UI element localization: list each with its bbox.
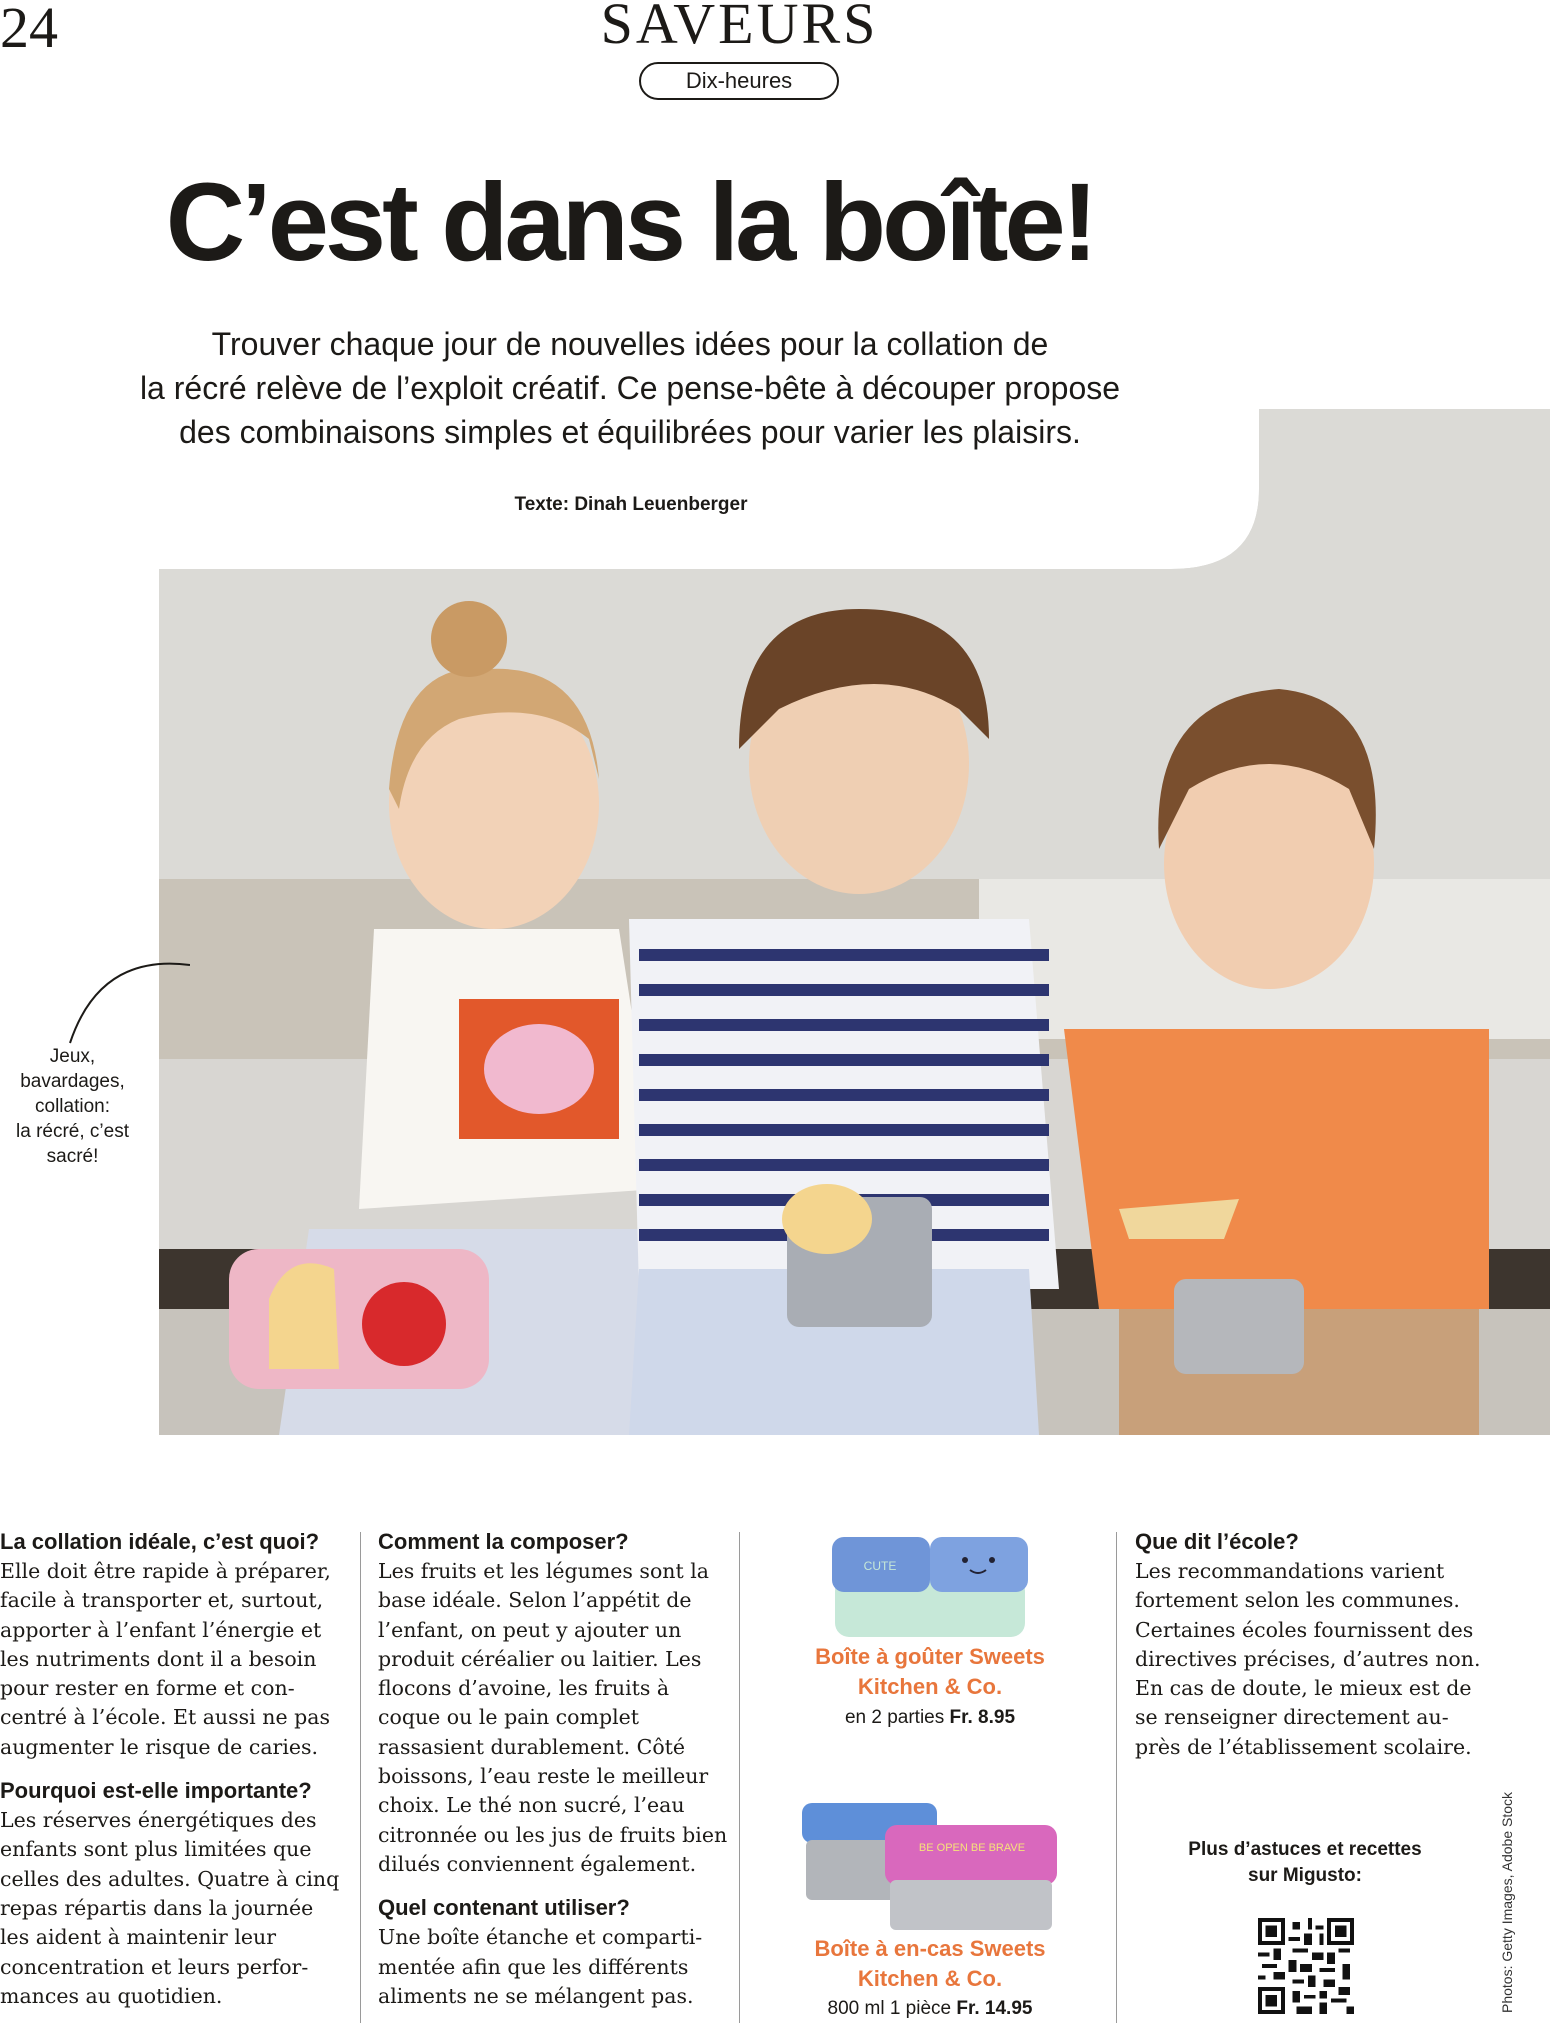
answer-text: Les recommandations varient fortement selon les communes. Certaines écoles fournissent des directives précises, d’autres non. En cas de doute, le mieux est de se renseigner directement au- près de l’établissement scolaire. [1135,1559,1481,1759]
page-number: 24 [0,0,58,60]
product-price: Fr. 8.95 [949,1707,1016,1728]
headline: C’est dans la boîte! [165,161,1095,284]
photo-caption [0,1044,145,1169]
box-label: CUTE [863,1559,897,1573]
column-1 [0,1527,345,2011]
byline: Texte: Dinah Leuenberger [514,494,748,515]
callout-pointer [60,958,190,1048]
product-detail: en 2 parties [844,1707,945,1728]
column-2 [378,1527,738,2011]
category-badge: Dix-heures [639,62,839,100]
column-divider [360,1532,361,2023]
question-heading: La collation idéale, c’est quoi? [0,1529,320,1554]
caption-line: Jeux, [49,1046,96,1067]
caption-line: la récré, c’est [16,1121,129,1142]
answer-text: Les réserves énergétiques des enfants sont plus limitées que celles des adultes. Quatre à cinq repas répartis dans la journée les aident à maintenir leur concentration et leurs perfor- mances au quotidien. [0,1808,340,2008]
product-info [780,1707,1080,1729]
lead-line: la récré relève de l’exploit créatif. Ce pense-bête à découper propose [139,370,1121,406]
box-label: BE OPEN BE BRAVE [918,1842,1026,1854]
product-detail: 800 ml 1 pièce [827,1998,952,2019]
product-2-image [800,1795,1060,1935]
question-heading: Quel contenant utiliser? [378,1895,630,1921]
lead-line: Trouver chaque jour de nouvelles idées pour la collation de [211,326,1049,362]
section-title: SAVEURS [600,0,879,56]
lead-line: des combinaisons simples et équilibrées pour varier les plaisirs. [179,414,1081,450]
column-4 [1135,1527,1495,1762]
photo-credit: Photos: Getty Images, Adobe Stock [1499,1791,1515,2013]
product-info [780,1998,1080,2020]
caption-line: bavardages, [20,1071,125,1092]
answer-text: Elle doit être rapide à préparer, facile à transporter et, surtout, apporter à l’enfant l’énergie et les nutriments dont il a besoin pour rester en forme et con- centré à l’école. Et aussi ne pas augmenter le risque de caries. [0,1559,331,1759]
caption-line: sacré! [46,1146,99,1167]
product-price: Fr. 14.95 [956,1998,1033,2019]
migusto-promo: Plus d’astuces et recettes sur Migusto: [1188,1839,1422,1886]
product-name: Boîte à goûter Sweets Kitchen & Co. [815,1644,1045,1699]
qr-code-icon[interactable] [1258,1918,1354,2014]
answer-text: Une boîte étanche et comparti- mentée afin que les différents aliments ne se mélangent pas. [378,1925,703,2008]
column-divider [1116,1532,1117,2023]
product-name: Boîte à en-cas Sweets Kitchen & Co. [814,1936,1046,1991]
question-heading: Pourquoi est-elle importante? [0,1778,312,1804]
product-1-image [830,1532,1030,1642]
question-heading: Comment la composer? [378,1529,629,1554]
hero-photo [159,409,1550,1435]
caption-line: collation: [35,1096,110,1117]
column-divider [739,1532,740,2023]
answer-text: Les fruits et les légumes sont la base idéale. Selon l’appétit de l’enfant, on peut y ajouter un produit céréalier ou laitier. Les flocons d’avoine, les fruits à coque ou le pain complet rassasient durablement. Côté boissons, l’eau reste le meilleur choix. Le thé non sucré, l’eau citronnée ou les jus de fruits bien dilués conviennent également. [378,1559,728,1876]
question-heading: Que dit l’école? [1135,1529,1299,1554]
